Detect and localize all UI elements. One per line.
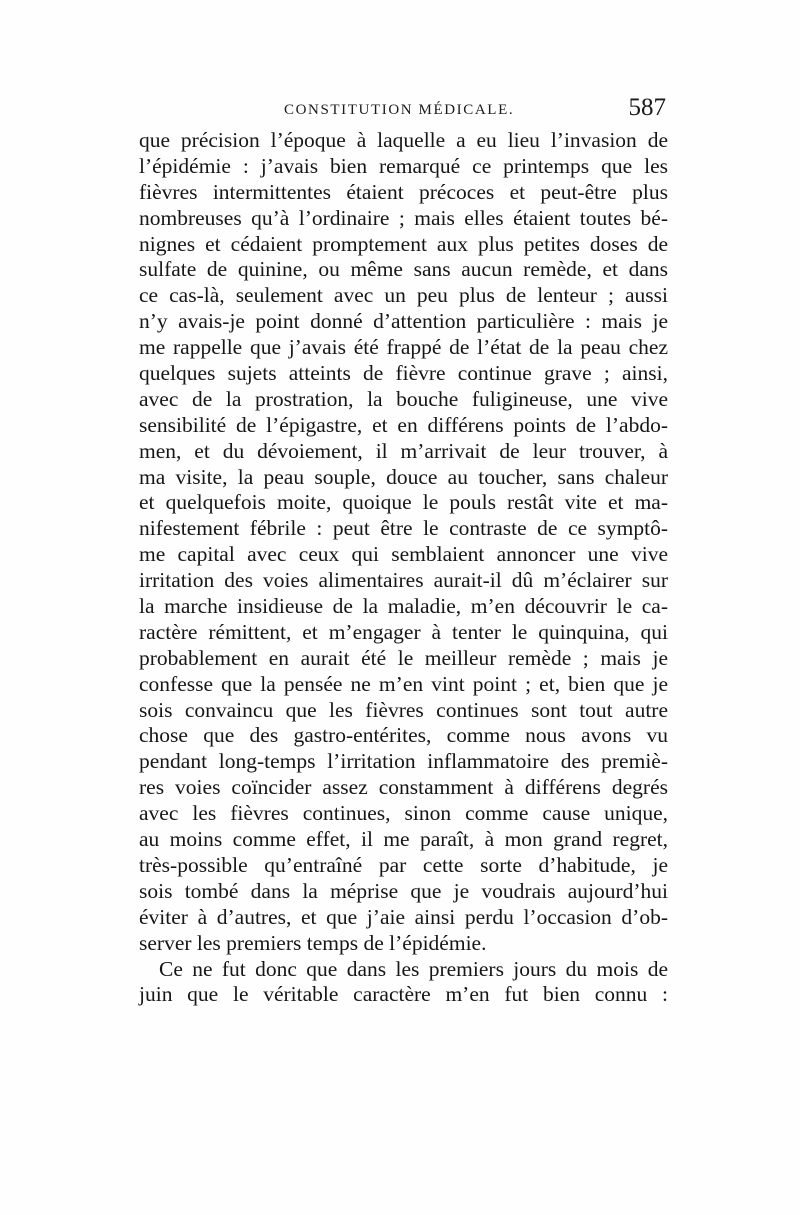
text-line: sois convaincu que les fièvres continues sont tout autre <box>139 697 668 722</box>
paragraph-end-line: server les premiers temps de l’épidémie. <box>139 930 487 955</box>
text-line: nignes et cédaient promptement aux plus petites doses de <box>139 231 668 256</box>
text-line: pendant long-temps l’irritation inflammatoire des premiè- <box>139 749 668 774</box>
text-line: ma visite, la peau souple, douce au toucher, sans chaleur <box>139 464 668 489</box>
text-line: chose que des gastro-entérites, comme nous avons vu <box>139 723 668 748</box>
text-line: men, et du dévoiement, il m’arrivait de leur trouver, à <box>139 438 668 463</box>
text-line: ractère rémittent, et m’engager à tenter le quinquina, qui <box>139 619 668 644</box>
page-header <box>140 94 668 126</box>
text-line: me rappelle que j’avais été frappé de l’état de la peau chez <box>139 335 668 360</box>
body-text <box>139 128 668 1008</box>
text-line: sois tombé dans la méprise que je voudrais aujourd’hui <box>139 878 668 903</box>
text-line: res voies coïncider assez constamment à différens degrés <box>139 775 668 800</box>
text-line: confesse que la pensée ne m’en vint point ; et, bien que je <box>139 671 668 696</box>
text-line: quelques sujets atteints de fièvre continue grave ; ainsi, <box>139 361 668 386</box>
paragraph-start-line: Ce ne fut donc que dans les premiers jours du mois de <box>159 956 668 981</box>
text-line: n’y avais-je point donné d’attention particulière : mais je <box>139 309 668 334</box>
text-line: éviter à d’autres, et que j’aie ainsi perdu l’occasion d’ob- <box>139 904 668 929</box>
text-line: au moins comme effet, il me paraît, à mon grand regret, <box>139 827 668 852</box>
text-line: sensibilité de l’épigastre, et en différens points de l’abdo- <box>139 412 668 437</box>
text-line: fièvres intermittentes étaient précoces et peut-être plus <box>139 179 668 204</box>
running-head: CONSTITUTION MÉDICALE. <box>284 102 515 118</box>
text-line: avec les fièvres continues, sinon comme cause unique, <box>139 801 668 826</box>
text-line: nombreuses qu’à l’ordinaire ; mais elles étaient toutes bé- <box>139 205 668 230</box>
text-line: avec de la prostration, la bouche fuligineuse, une vive <box>139 386 668 411</box>
text-line: me capital avec ceux qui semblaient annoncer une vive <box>139 542 668 567</box>
page-number: 587 <box>628 94 666 121</box>
text-line: très-possible qu’entraîné par cette sorte d’habitude, je <box>139 852 668 877</box>
text-line: probablement en aurait été le meilleur remède ; mais je <box>139 645 668 670</box>
text-line: sulfate de quinine, ou même sans aucun remède, et dans <box>139 257 668 282</box>
text-line: la marche insidieuse de la maladie, m’en découvrir le ca- <box>139 594 668 619</box>
text-line: l’épidémie : j’avais bien remarqué ce printemps que les <box>139 153 668 178</box>
text-line: que précision l’époque à laquelle a eu lieu l’invasion de <box>139 128 668 152</box>
text-line: irritation des voies alimentaires aurait-il dû m’éclairer sur <box>139 568 668 593</box>
text-line: nifestement fébrile : peut être le contraste de ce symptô- <box>139 516 668 541</box>
text-line: juin que le véritable caractère m’en fut bien connu : <box>139 982 668 1007</box>
text-line: ce cas-là, seulement avec un peu plus de lenteur ; aussi <box>139 283 668 308</box>
text-line: et quelquefois moite, quoique le pouls restât vite et ma- <box>139 490 668 515</box>
